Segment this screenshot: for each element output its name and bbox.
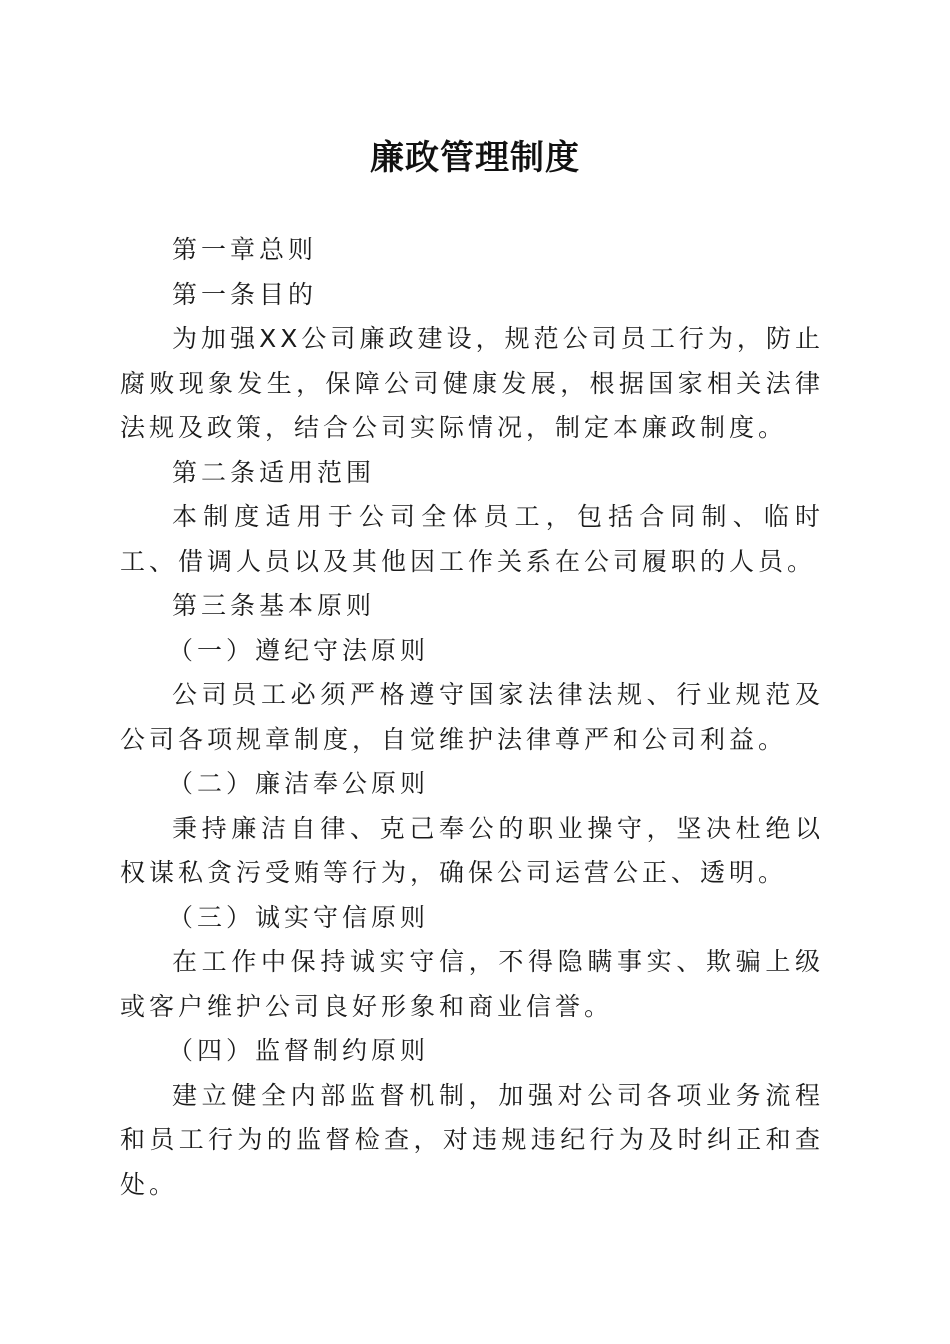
paragraph: 秉持廉洁自律、克己奉公的职业操守，坚决杜绝以权谋私贪污受贿等行为，确保公司运营公正、透明。 bbox=[120, 813, 824, 887]
paragraph: 本制度适用于公司全体员工，包括合同制、临时工、借调人员以及其他因工作关系在公司履职的人员。 bbox=[120, 502, 824, 576]
article-heading: 第一条目的 bbox=[172, 279, 318, 309]
paragraph: 公司员工必须严格遵守国家法律法规、行业规范及公司各项规章制度，自觉维护法律尊严和公司利益。 bbox=[120, 680, 824, 754]
principle-heading: （四）监督制约原则 bbox=[168, 1036, 430, 1065]
document-title: 廉政管理制度 bbox=[370, 138, 580, 178]
article-heading: 第二条适用范围 bbox=[172, 457, 376, 487]
principle-heading: （三）诚实守信原则 bbox=[168, 902, 430, 932]
chapter-heading: 第一章总则 bbox=[172, 235, 318, 264]
article-heading: 第三条基本原则 bbox=[172, 591, 376, 620]
principle-heading: （一）遵纪守法原则 bbox=[168, 635, 430, 665]
paragraph: 建立健全内部监督机制，加强对公司各项业务流程和员工行为的监督检查，对违规违纪行为及时纠正和查处。 bbox=[120, 1080, 824, 1199]
paragraph: 在工作中保持诚实守信，不得隐瞒事实、欺骗上级或客户维护公司良好形象和商业信誉。 bbox=[120, 947, 824, 1021]
document-body bbox=[120, 228, 824, 1207]
principle-heading: （二）廉洁奉公原则 bbox=[168, 769, 430, 798]
paragraph: 为加强XX公司廉政建设，规范公司员工行为，防止腐败现象发生，保障公司健康发展，根据国家相关法律法规及政策，结合公司实际情况，制定本廉政制度。 bbox=[120, 324, 824, 442]
